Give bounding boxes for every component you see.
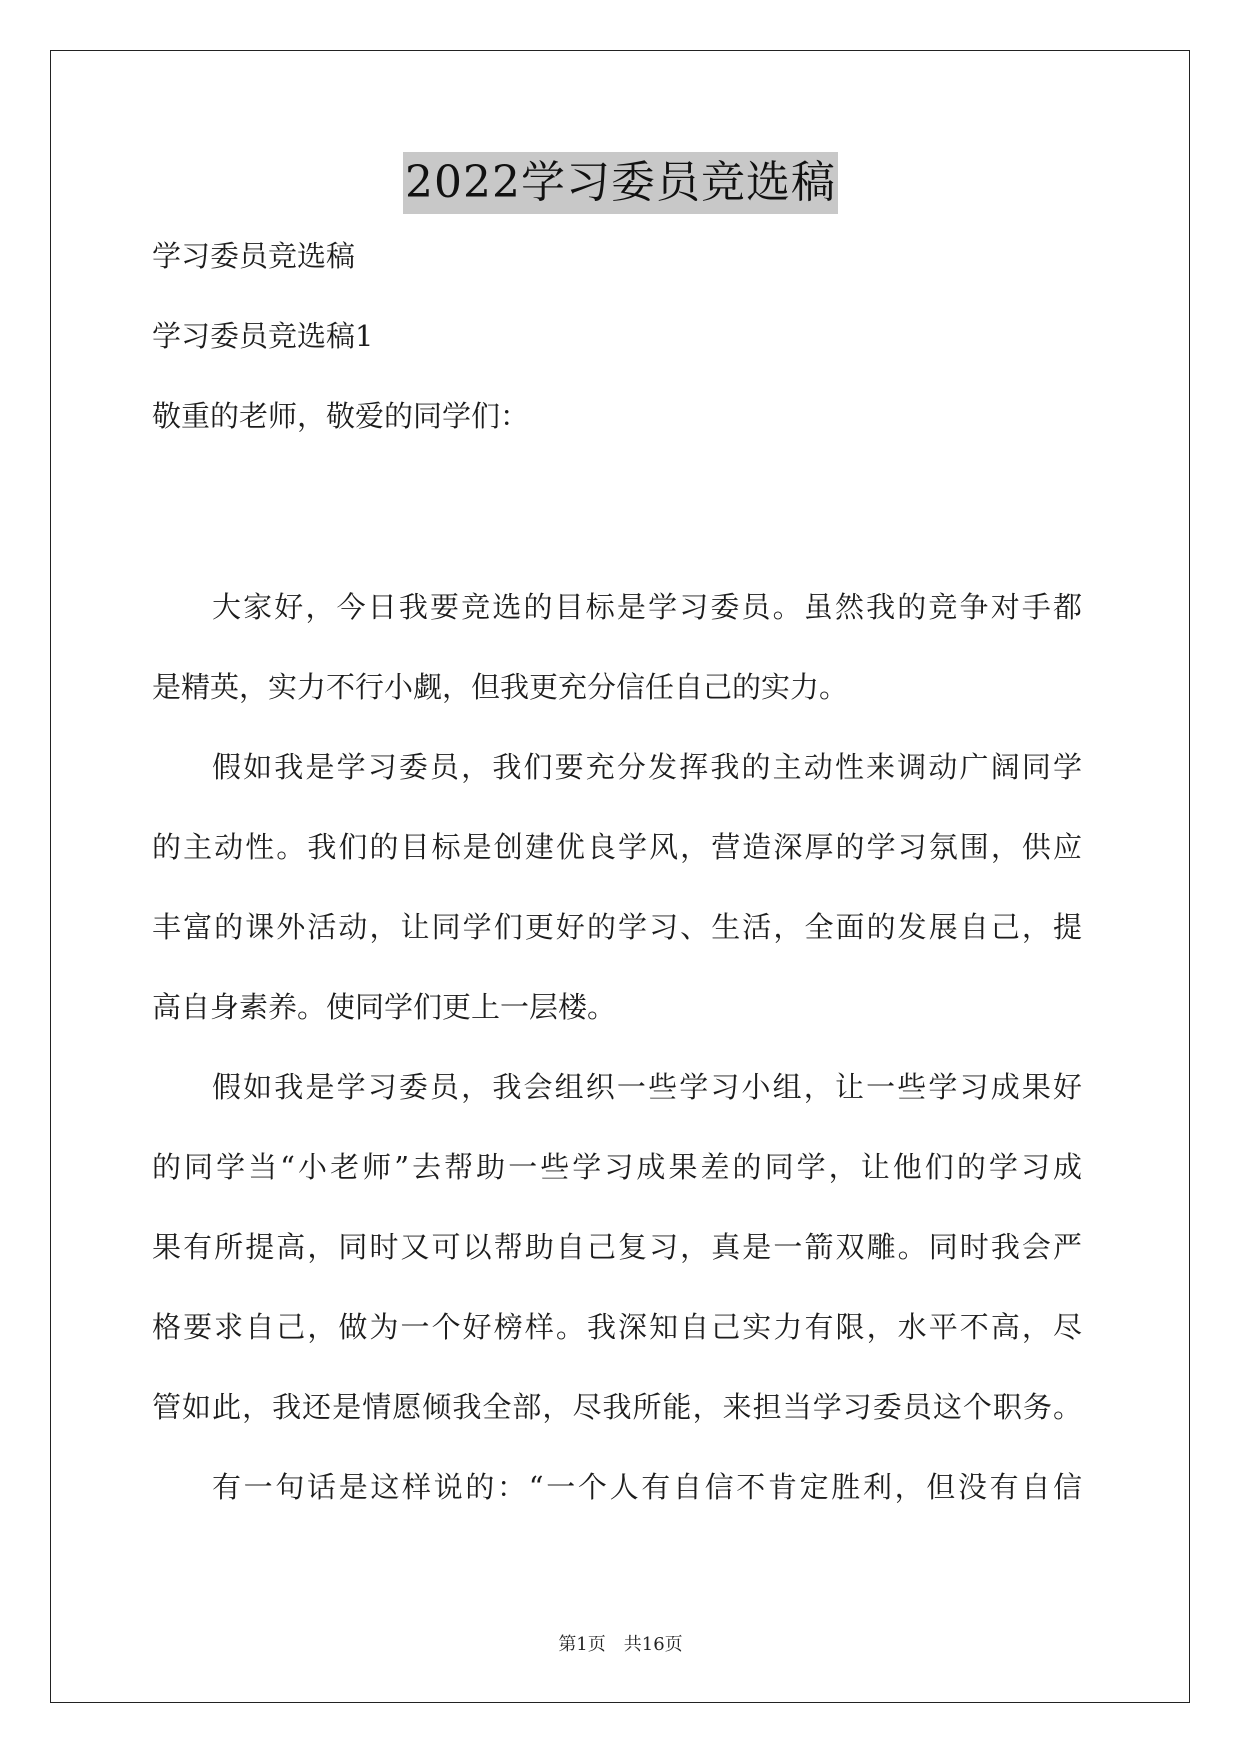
paragraph-line: 是精英，实力不行小觑，但我更充分信任自己的实力。	[152, 670, 849, 704]
page-footer: 第1页 共16页	[558, 1634, 683, 1655]
subtitle: 学习委员竞选稿	[152, 239, 356, 273]
paragraph-line: 假如我是学习委员，我会组织一些学习小组，让一些学习成果好	[212, 1070, 1082, 1104]
paragraph-line: 高自身素养。使同学们更上一层楼。	[152, 990, 617, 1024]
page-border	[50, 50, 1190, 1703]
paragraph-line: 丰富的课外活动，让同学们更好的学习、生活，全面的发展自己，提	[152, 910, 1082, 944]
salutation: 敬重的老师，敬爱的同学们：	[152, 399, 530, 433]
section-heading: 学习委员竞选稿1	[152, 319, 374, 353]
paragraph-line: 的主动性。我们的目标是创建优良学风，营造深厚的学习氛围，供应	[152, 830, 1082, 864]
paragraph-line: 有一句话是这样说的：“一个人有自信不肯定胜利，但没有自信	[212, 1470, 1082, 1504]
paragraph-line: 假如我是学习委员，我们要充分发挥我的主动性来调动广阔同学	[212, 750, 1082, 784]
title-container	[0, 152, 1241, 214]
paragraph-line: 果有所提高，同时又可以帮助自己复习，真是一箭双雕。同时我会严	[152, 1230, 1082, 1264]
paragraph-line: 的同学当“小老师”去帮助一些学习成果差的同学，让他们的学习成	[152, 1150, 1082, 1184]
document-title: 2022学习委员竞选稿	[403, 152, 838, 214]
paragraph-line: 管如此，我还是情愿倾我全部，尽我所能，来担当学习委员这个职务。	[152, 1390, 1082, 1424]
paragraph-line: 大家好，今日我要竞选的目标是学习委员。虽然我的竞争对手都	[212, 590, 1082, 624]
paragraph-line: 格要求自己，做为一个好榜样。我深知自己实力有限，水平不高，尽	[152, 1310, 1082, 1344]
